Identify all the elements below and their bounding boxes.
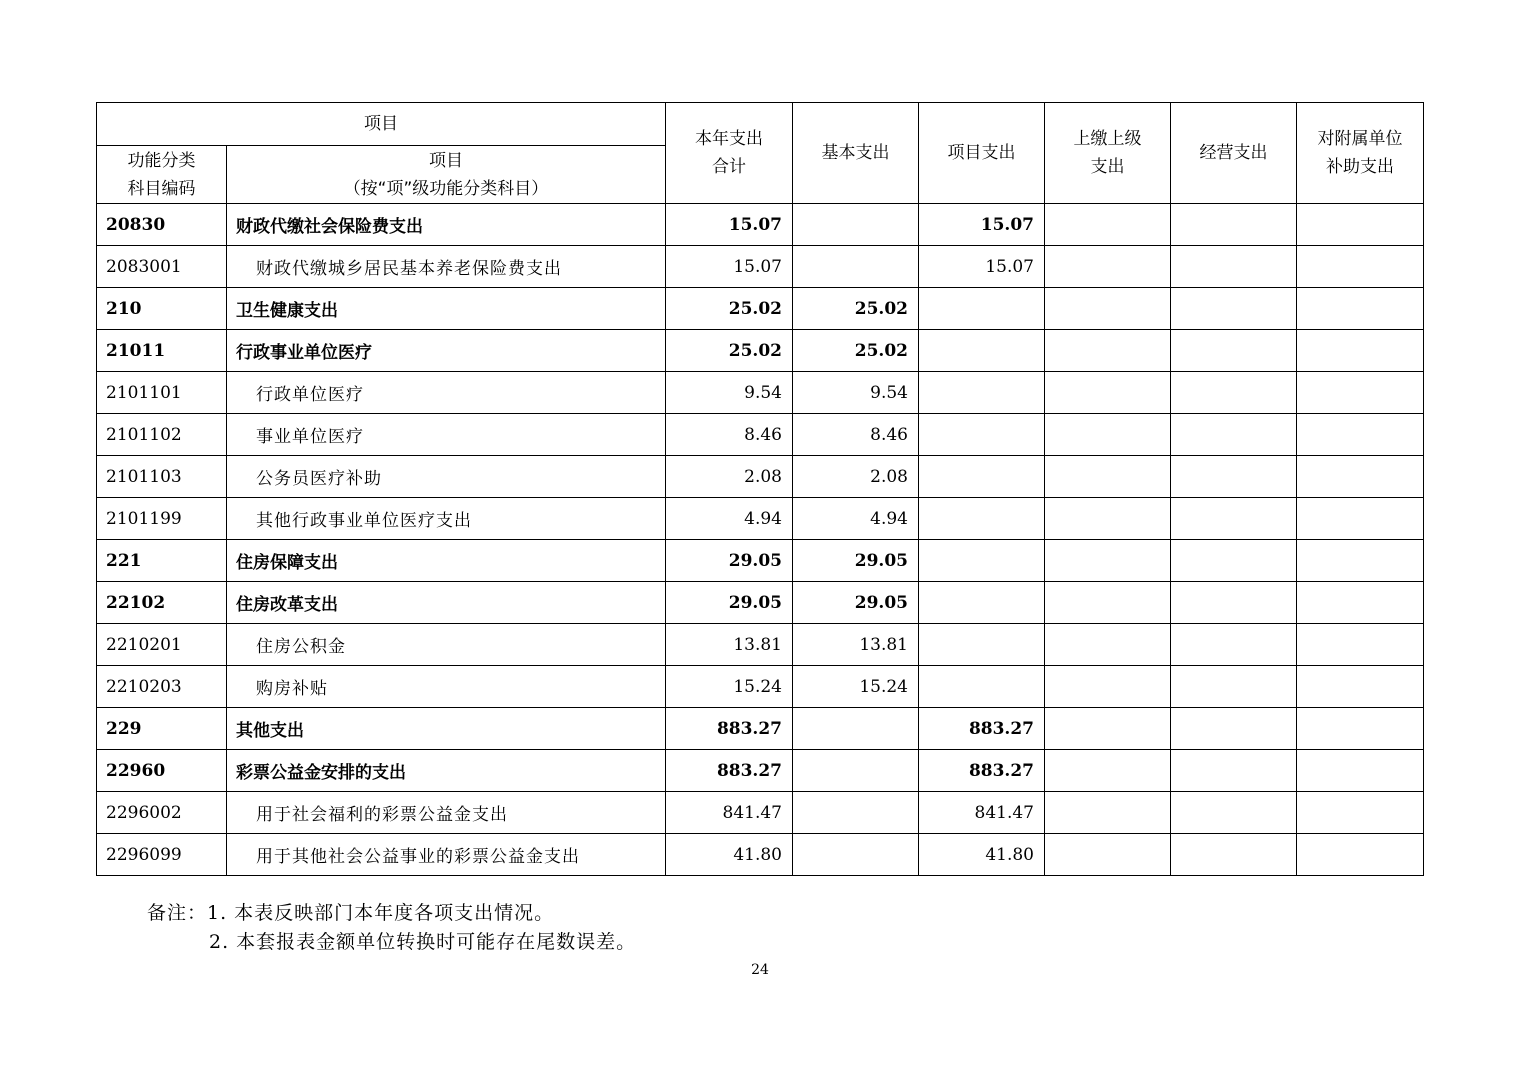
basic-cell: [793, 834, 919, 876]
upper-cell: [1045, 288, 1171, 330]
project-cell: 15.07: [919, 204, 1045, 246]
table-row: [97, 792, 1424, 834]
header-code-line2: 科目编码: [127, 178, 196, 199]
header-total-line2: 合计: [712, 157, 746, 177]
total-cell: 15.24: [666, 666, 793, 708]
upper-cell: [1045, 666, 1171, 708]
code-cell: 22960: [97, 750, 227, 792]
header-basic: 基本支出: [793, 103, 919, 204]
header-subsidy-line2: 补助支出: [1326, 157, 1394, 177]
project-cell: 15.07: [919, 246, 1045, 288]
code-cell: 229: [97, 708, 227, 750]
header-subsidy: [1297, 103, 1424, 204]
total-cell: 2.08: [666, 456, 793, 498]
name-cell: 用于其他社会公益事业的彩票公益金支出: [227, 834, 666, 876]
project-cell: [919, 498, 1045, 540]
subsidy-cell: [1297, 624, 1424, 666]
total-cell: 883.27: [666, 750, 793, 792]
total-cell: 25.02: [666, 330, 793, 372]
project-cell: 883.27: [919, 750, 1045, 792]
code-cell: 2083001: [97, 246, 227, 288]
subsidy-cell: [1297, 666, 1424, 708]
upper-cell: [1045, 582, 1171, 624]
table-row: [97, 330, 1424, 372]
operating-cell: [1171, 204, 1297, 246]
total-cell: 15.07: [666, 246, 793, 288]
upper-cell: [1045, 498, 1171, 540]
basic-cell: 9.54: [793, 372, 919, 414]
name-cell: 行政事业单位医疗: [227, 330, 666, 372]
basic-cell: 8.46: [793, 414, 919, 456]
code-cell: 21011: [97, 330, 227, 372]
basic-cell: 29.05: [793, 540, 919, 582]
basic-cell: [793, 792, 919, 834]
header-upper-line1: 上缴上级: [1073, 129, 1142, 149]
subsidy-cell: [1297, 792, 1424, 834]
table-row: [97, 246, 1424, 288]
project-cell: [919, 540, 1045, 582]
header-name: [227, 146, 666, 204]
upper-cell: [1045, 330, 1171, 372]
header-code: [97, 146, 227, 204]
table-row: [97, 582, 1424, 624]
operating-cell: [1171, 582, 1297, 624]
operating-cell: [1171, 540, 1297, 582]
name-cell: 卫生健康支出: [227, 288, 666, 330]
total-cell: 8.46: [666, 414, 793, 456]
code-cell: 210: [97, 288, 227, 330]
subsidy-cell: [1297, 246, 1424, 288]
basic-cell: 15.24: [793, 666, 919, 708]
subsidy-cell: [1297, 750, 1424, 792]
code-cell: 2101103: [97, 456, 227, 498]
notes: [147, 899, 636, 957]
basic-cell: 2.08: [793, 456, 919, 498]
total-cell: 41.80: [666, 834, 793, 876]
header-name-line2: （按“项”级功能分类科目）: [343, 178, 549, 199]
name-cell: 住房公积金: [227, 624, 666, 666]
subsidy-cell: [1297, 204, 1424, 246]
operating-cell: [1171, 414, 1297, 456]
header-subsidy-line1: 对附属单位: [1317, 129, 1403, 149]
upper-cell: [1045, 624, 1171, 666]
header-item: 项目: [97, 103, 666, 146]
total-cell: 29.05: [666, 540, 793, 582]
table-row: [97, 204, 1424, 246]
header-name-line1: 项目: [429, 150, 463, 171]
code-cell: 20830: [97, 204, 227, 246]
project-cell: [919, 456, 1045, 498]
upper-cell: [1045, 246, 1171, 288]
subsidy-cell: [1297, 582, 1424, 624]
operating-cell: [1171, 372, 1297, 414]
subsidy-cell: [1297, 414, 1424, 456]
operating-cell: [1171, 624, 1297, 666]
code-cell: 2101199: [97, 498, 227, 540]
header-operating: 经营支出: [1171, 103, 1297, 204]
project-cell: [919, 330, 1045, 372]
project-cell: 841.47: [919, 792, 1045, 834]
basic-cell: [793, 708, 919, 750]
name-cell: 彩票公益金安排的支出: [227, 750, 666, 792]
project-cell: [919, 582, 1045, 624]
name-cell: 购房补贴: [227, 666, 666, 708]
operating-cell: [1171, 708, 1297, 750]
upper-cell: [1045, 204, 1171, 246]
code-cell: 2210201: [97, 624, 227, 666]
table-row: [97, 624, 1424, 666]
note-line-1: 备注：1. 本表反映部门本年度各项支出情况。: [147, 902, 555, 924]
project-cell: [919, 288, 1045, 330]
table-row: [97, 750, 1424, 792]
operating-cell: [1171, 288, 1297, 330]
operating-cell: [1171, 456, 1297, 498]
name-cell: 公务员医疗补助: [227, 456, 666, 498]
code-cell: 221: [97, 540, 227, 582]
name-cell: 其他行政事业单位医疗支出: [227, 498, 666, 540]
subsidy-cell: [1297, 456, 1424, 498]
upper-cell: [1045, 414, 1171, 456]
project-cell: [919, 414, 1045, 456]
upper-cell: [1045, 540, 1171, 582]
total-cell: 4.94: [666, 498, 793, 540]
table-row: [97, 456, 1424, 498]
basic-cell: 25.02: [793, 330, 919, 372]
expenditure-table: [96, 102, 1424, 876]
upper-cell: [1045, 834, 1171, 876]
subsidy-cell: [1297, 498, 1424, 540]
header-project: 项目支出: [919, 103, 1045, 204]
subsidy-cell: [1297, 288, 1424, 330]
name-cell: 住房改革支出: [227, 582, 666, 624]
basic-cell: [793, 750, 919, 792]
table-row: [97, 666, 1424, 708]
code-cell: 2296099: [97, 834, 227, 876]
code-cell: 2101102: [97, 414, 227, 456]
basic-cell: 13.81: [793, 624, 919, 666]
code-cell: 22102: [97, 582, 227, 624]
project-cell: 883.27: [919, 708, 1045, 750]
subsidy-cell: [1297, 372, 1424, 414]
upper-cell: [1045, 372, 1171, 414]
operating-cell: [1171, 792, 1297, 834]
table-row: [97, 540, 1424, 582]
basic-cell: 4.94: [793, 498, 919, 540]
total-cell: 25.02: [666, 288, 793, 330]
project-cell: [919, 666, 1045, 708]
header-total: [666, 103, 793, 204]
upper-cell: [1045, 456, 1171, 498]
operating-cell: [1171, 498, 1297, 540]
upper-cell: [1045, 708, 1171, 750]
total-cell: 29.05: [666, 582, 793, 624]
total-cell: 15.07: [666, 204, 793, 246]
operating-cell: [1171, 750, 1297, 792]
project-cell: [919, 624, 1045, 666]
subsidy-cell: [1297, 708, 1424, 750]
operating-cell: [1171, 834, 1297, 876]
code-cell: 2101101: [97, 372, 227, 414]
code-cell: 2210203: [97, 666, 227, 708]
name-cell: 财政代缴社会保险费支出: [227, 204, 666, 246]
name-cell: 住房保障支出: [227, 540, 666, 582]
table-row: [97, 288, 1424, 330]
note-line-2: 2. 本套报表金额单位转换时可能存在尾数误差。: [209, 931, 637, 953]
basic-cell: [793, 204, 919, 246]
page-number: 24: [751, 962, 769, 978]
basic-cell: 25.02: [793, 288, 919, 330]
table-row: [97, 414, 1424, 456]
table-row: [97, 498, 1424, 540]
header-code-line1: 功能分类: [127, 150, 196, 171]
header-upper: [1045, 103, 1171, 204]
operating-cell: [1171, 246, 1297, 288]
table-row: [97, 372, 1424, 414]
name-cell: 用于社会福利的彩票公益金支出: [227, 792, 666, 834]
total-cell: 883.27: [666, 708, 793, 750]
name-cell: 行政单位医疗: [227, 372, 666, 414]
upper-cell: [1045, 792, 1171, 834]
project-cell: [919, 372, 1045, 414]
table-row: [97, 834, 1424, 876]
subsidy-cell: [1297, 834, 1424, 876]
total-cell: 13.81: [666, 624, 793, 666]
basic-cell: [793, 246, 919, 288]
header-upper-line2: 支出: [1090, 157, 1125, 177]
operating-cell: [1171, 666, 1297, 708]
total-cell: 841.47: [666, 792, 793, 834]
subsidy-cell: [1297, 540, 1424, 582]
table-row: [97, 708, 1424, 750]
name-cell: 财政代缴城乡居民基本养老保险费支出: [227, 246, 666, 288]
basic-cell: 29.05: [793, 582, 919, 624]
code-cell: 2296002: [97, 792, 227, 834]
header-total-line1: 本年支出: [695, 129, 763, 149]
upper-cell: [1045, 750, 1171, 792]
operating-cell: [1171, 330, 1297, 372]
subsidy-cell: [1297, 330, 1424, 372]
name-cell: 事业单位医疗: [227, 414, 666, 456]
project-cell: 41.80: [919, 834, 1045, 876]
total-cell: 9.54: [666, 372, 793, 414]
name-cell: 其他支出: [227, 708, 666, 750]
